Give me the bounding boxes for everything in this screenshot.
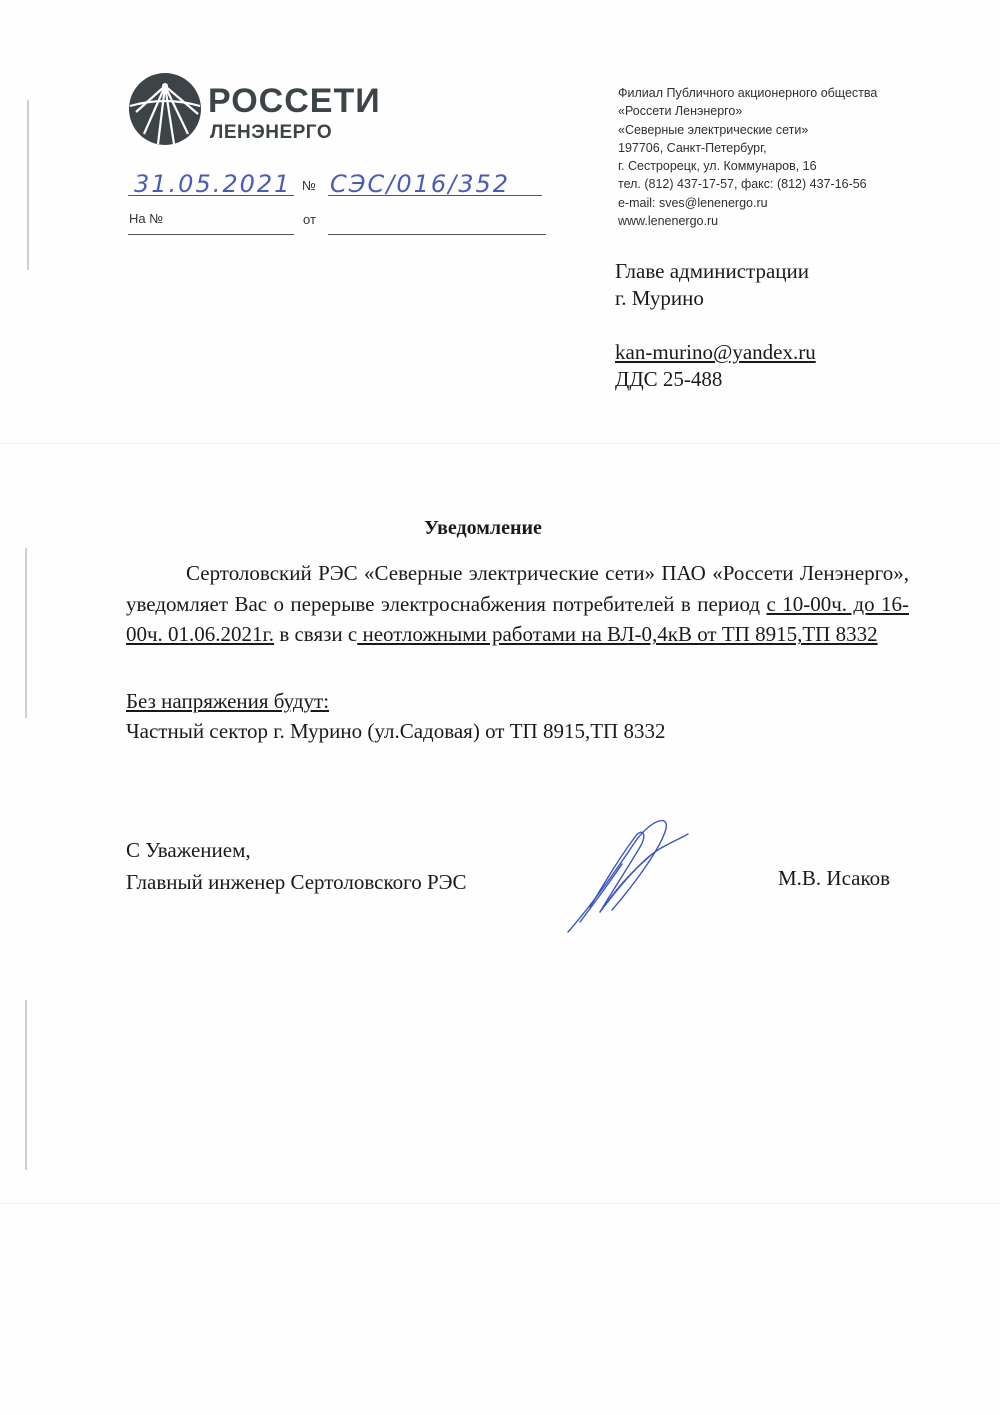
sender-line: тел. (812) 437-17-57, факс: (812) 437-16-56	[618, 177, 867, 192]
no-power-label: Без напряжения будут:	[126, 689, 330, 713]
reply-to-label: На №	[129, 211, 164, 226]
signer-position: Главный инженер Сертоловского РЭС	[126, 870, 467, 894]
sender-line: г. Сестрорецк, ул. Коммунаров, 16	[618, 159, 817, 174]
reply-number-line	[128, 234, 294, 235]
scan-edge-mark	[27, 100, 29, 270]
scan-edge-mark	[25, 1000, 27, 1170]
notice-paragraph	[126, 558, 909, 650]
sender-line: 197706, Санкт-Петербург,	[618, 140, 767, 155]
closing-regards: С Уважением,	[126, 838, 251, 862]
from-label: от	[303, 212, 316, 227]
sender-address-block	[618, 84, 918, 230]
outgoing-date: 31.05.2021	[134, 170, 292, 198]
handwritten-signature	[560, 812, 700, 937]
outgoing-number: СЭС/016/352	[330, 170, 511, 198]
number-field-line	[328, 195, 542, 196]
no-power-text: Частный сектор г. Мурино (ул.Садовая) от ТП 8915,ТП 8332	[126, 719, 666, 743]
notice-reason: неотложными работами на ВЛ-0,4кВ от ТП 8915,ТП 8332	[357, 622, 878, 647]
notice-period: с 10-00ч. до 16-00ч. 01.06.2021г.	[126, 591, 909, 647]
logo-emblem-icon	[128, 72, 202, 146]
recipient-email-link[interactable]: kan-murino@yandex.ru	[615, 340, 816, 364]
reply-date-line	[328, 234, 546, 235]
sender-line: «Северные электрические сети»	[618, 122, 809, 137]
sender-line: e-mail: sves@lenenergo.ru	[618, 195, 768, 210]
scan-band	[0, 1203, 1000, 1204]
recipient-title: Главе администрации	[615, 259, 810, 283]
number-sign: №	[302, 178, 316, 193]
recipient-city: г. Мурино	[615, 286, 704, 310]
sender-line: «Россети Ленэнерго»	[618, 104, 743, 119]
notice-title: Уведомление	[424, 517, 542, 539]
signer-name: М.В. Исаков	[778, 866, 891, 890]
sender-line: Филиал Публичного акционерного общества	[618, 86, 878, 100]
scan-band	[0, 443, 1000, 444]
recipient-block	[615, 258, 816, 393]
date-field-line	[128, 195, 294, 196]
logo-name: РОССЕТИ	[208, 82, 381, 120]
sender-line: www.lenenergo.ru	[618, 214, 719, 229]
logo-subtitle: ЛЕНЭНЕРГО	[210, 122, 333, 143]
notice-text-start: Сертоловский РЭС «Северные электрические сети» ПАО «Россети Ленэнерго», уведомляет Вас о перерыве электроснабжения потребителей в период	[126, 561, 909, 616]
company-logo	[128, 72, 381, 152]
recipient-dds: ДДС 25-488	[615, 367, 723, 391]
scan-edge-mark	[25, 548, 27, 718]
closing-block	[126, 834, 467, 898]
notice-text-mid: в связи с	[274, 622, 358, 647]
